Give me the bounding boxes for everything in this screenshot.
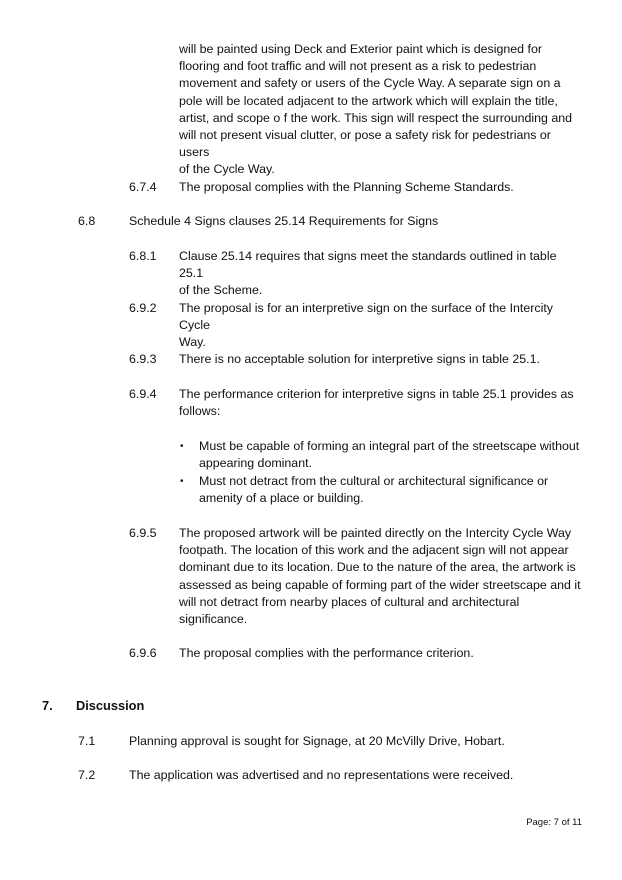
- bullet-text: [199, 438, 581, 472]
- intro-line: of the Cycle Way.: [179, 162, 275, 177]
- clause-heading-6-8: Schedule 4 Signs clauses 25.14 Requirements for Signs: [129, 214, 439, 228]
- bullet-line: Must be capable of forming an integral part of the streetscape without: [199, 439, 580, 453]
- clause-line: footpath. The location of this work and the adjacent sign will not appear: [179, 543, 569, 558]
- bullet-text: [199, 473, 581, 507]
- clause-line: of the Scheme.: [179, 283, 263, 298]
- clause-text-6-9-4: [179, 386, 581, 420]
- intro-paragraph: [179, 41, 581, 179]
- clause-line: will not detract from nearby places of cultural and architectural: [179, 594, 520, 609]
- intro-line: will not present visual clutter, or pose a safety risk for pedestrians or users: [179, 128, 551, 160]
- clause-line: assessed as being capable of forming part of the wider streetscape and it: [179, 577, 581, 592]
- clause-number-6-7-4: 6.7.4: [129, 180, 157, 194]
- clause-line: dominant due to its location. Due to the nature of the area, the artwork is: [179, 560, 576, 575]
- clause-number-7-2: 7.2: [78, 768, 96, 782]
- clause-line: The proposal is for an interpretive sign on the surface of the Intercity Cycle: [179, 301, 553, 333]
- bullet-line: appearing dominant.: [199, 456, 312, 471]
- clause-number-6-8-1: 6.8.1: [129, 249, 157, 263]
- clause-number-6-9-6: 6.9.6: [129, 646, 157, 660]
- intro-line: artist, and scope o f the work. This sign will respect the surrounding and: [179, 110, 573, 125]
- clause-line: Clause 25.14 requires that signs meet the standards outlined in table 25.1: [179, 249, 557, 281]
- clause-number-6-9-3: 6.9.3: [129, 352, 157, 366]
- intro-line: pole will be located adjacent to the artwork which will explain the title,: [179, 93, 558, 108]
- clause-number-6-8: 6.8: [78, 214, 96, 228]
- clause-number-7-1: 7.1: [78, 734, 96, 748]
- clause-text-7-2: The application was advertised and no representations were received.: [129, 768, 514, 782]
- clause-number-6-9-5: 6.9.5: [129, 526, 157, 540]
- clause-text-6-8-1: [179, 248, 581, 300]
- clause-line: significance.: [179, 612, 248, 627]
- bullet-icon: •: [180, 476, 184, 487]
- clause-text-6-9-3: There is no acceptable solution for interpretive signs in table 25.1.: [179, 352, 540, 366]
- clause-text-6-9-5: [179, 525, 581, 628]
- clause-text-6-9-2: [179, 300, 581, 352]
- clause-line: Way.: [179, 335, 206, 350]
- intro-line: will be painted using Deck and Exterior paint which is designed for: [179, 42, 542, 56]
- section-title: Discussion: [76, 698, 145, 713]
- clause-number-6-9-2: 6.9.2: [129, 301, 157, 315]
- clause-line: The proposed artwork will be painted directly on the Intercity Cycle Way: [179, 526, 572, 540]
- clause-text-7-1: Planning approval is sought for Signage, at 20 McVilly Drive, Hobart.: [129, 734, 505, 748]
- clause-line: follows:: [179, 404, 221, 419]
- section-number: 7.: [42, 698, 53, 713]
- clause-line: The performance criterion for interpretive signs in table 25.1 provides as: [179, 387, 574, 401]
- bullet-line: Must not detract from the cultural or architectural significance or: [199, 474, 549, 488]
- bullet-line: amenity of a place or building.: [199, 491, 364, 506]
- intro-line: movement and safety or users of the Cycle Way. A separate sign on a: [179, 76, 561, 91]
- clause-number-6-9-4: 6.9.4: [129, 387, 157, 401]
- clause-text-6-7-4: The proposal complies with the Planning Scheme Standards.: [179, 180, 514, 194]
- intro-line: flooring and foot traffic and will not present as a risk to pedestrian: [179, 59, 537, 74]
- clause-text-6-9-6: The proposal complies with the performance criterion.: [179, 646, 474, 660]
- bullet-icon: •: [180, 441, 184, 452]
- page-number: Page: 7 of 11: [526, 817, 582, 828]
